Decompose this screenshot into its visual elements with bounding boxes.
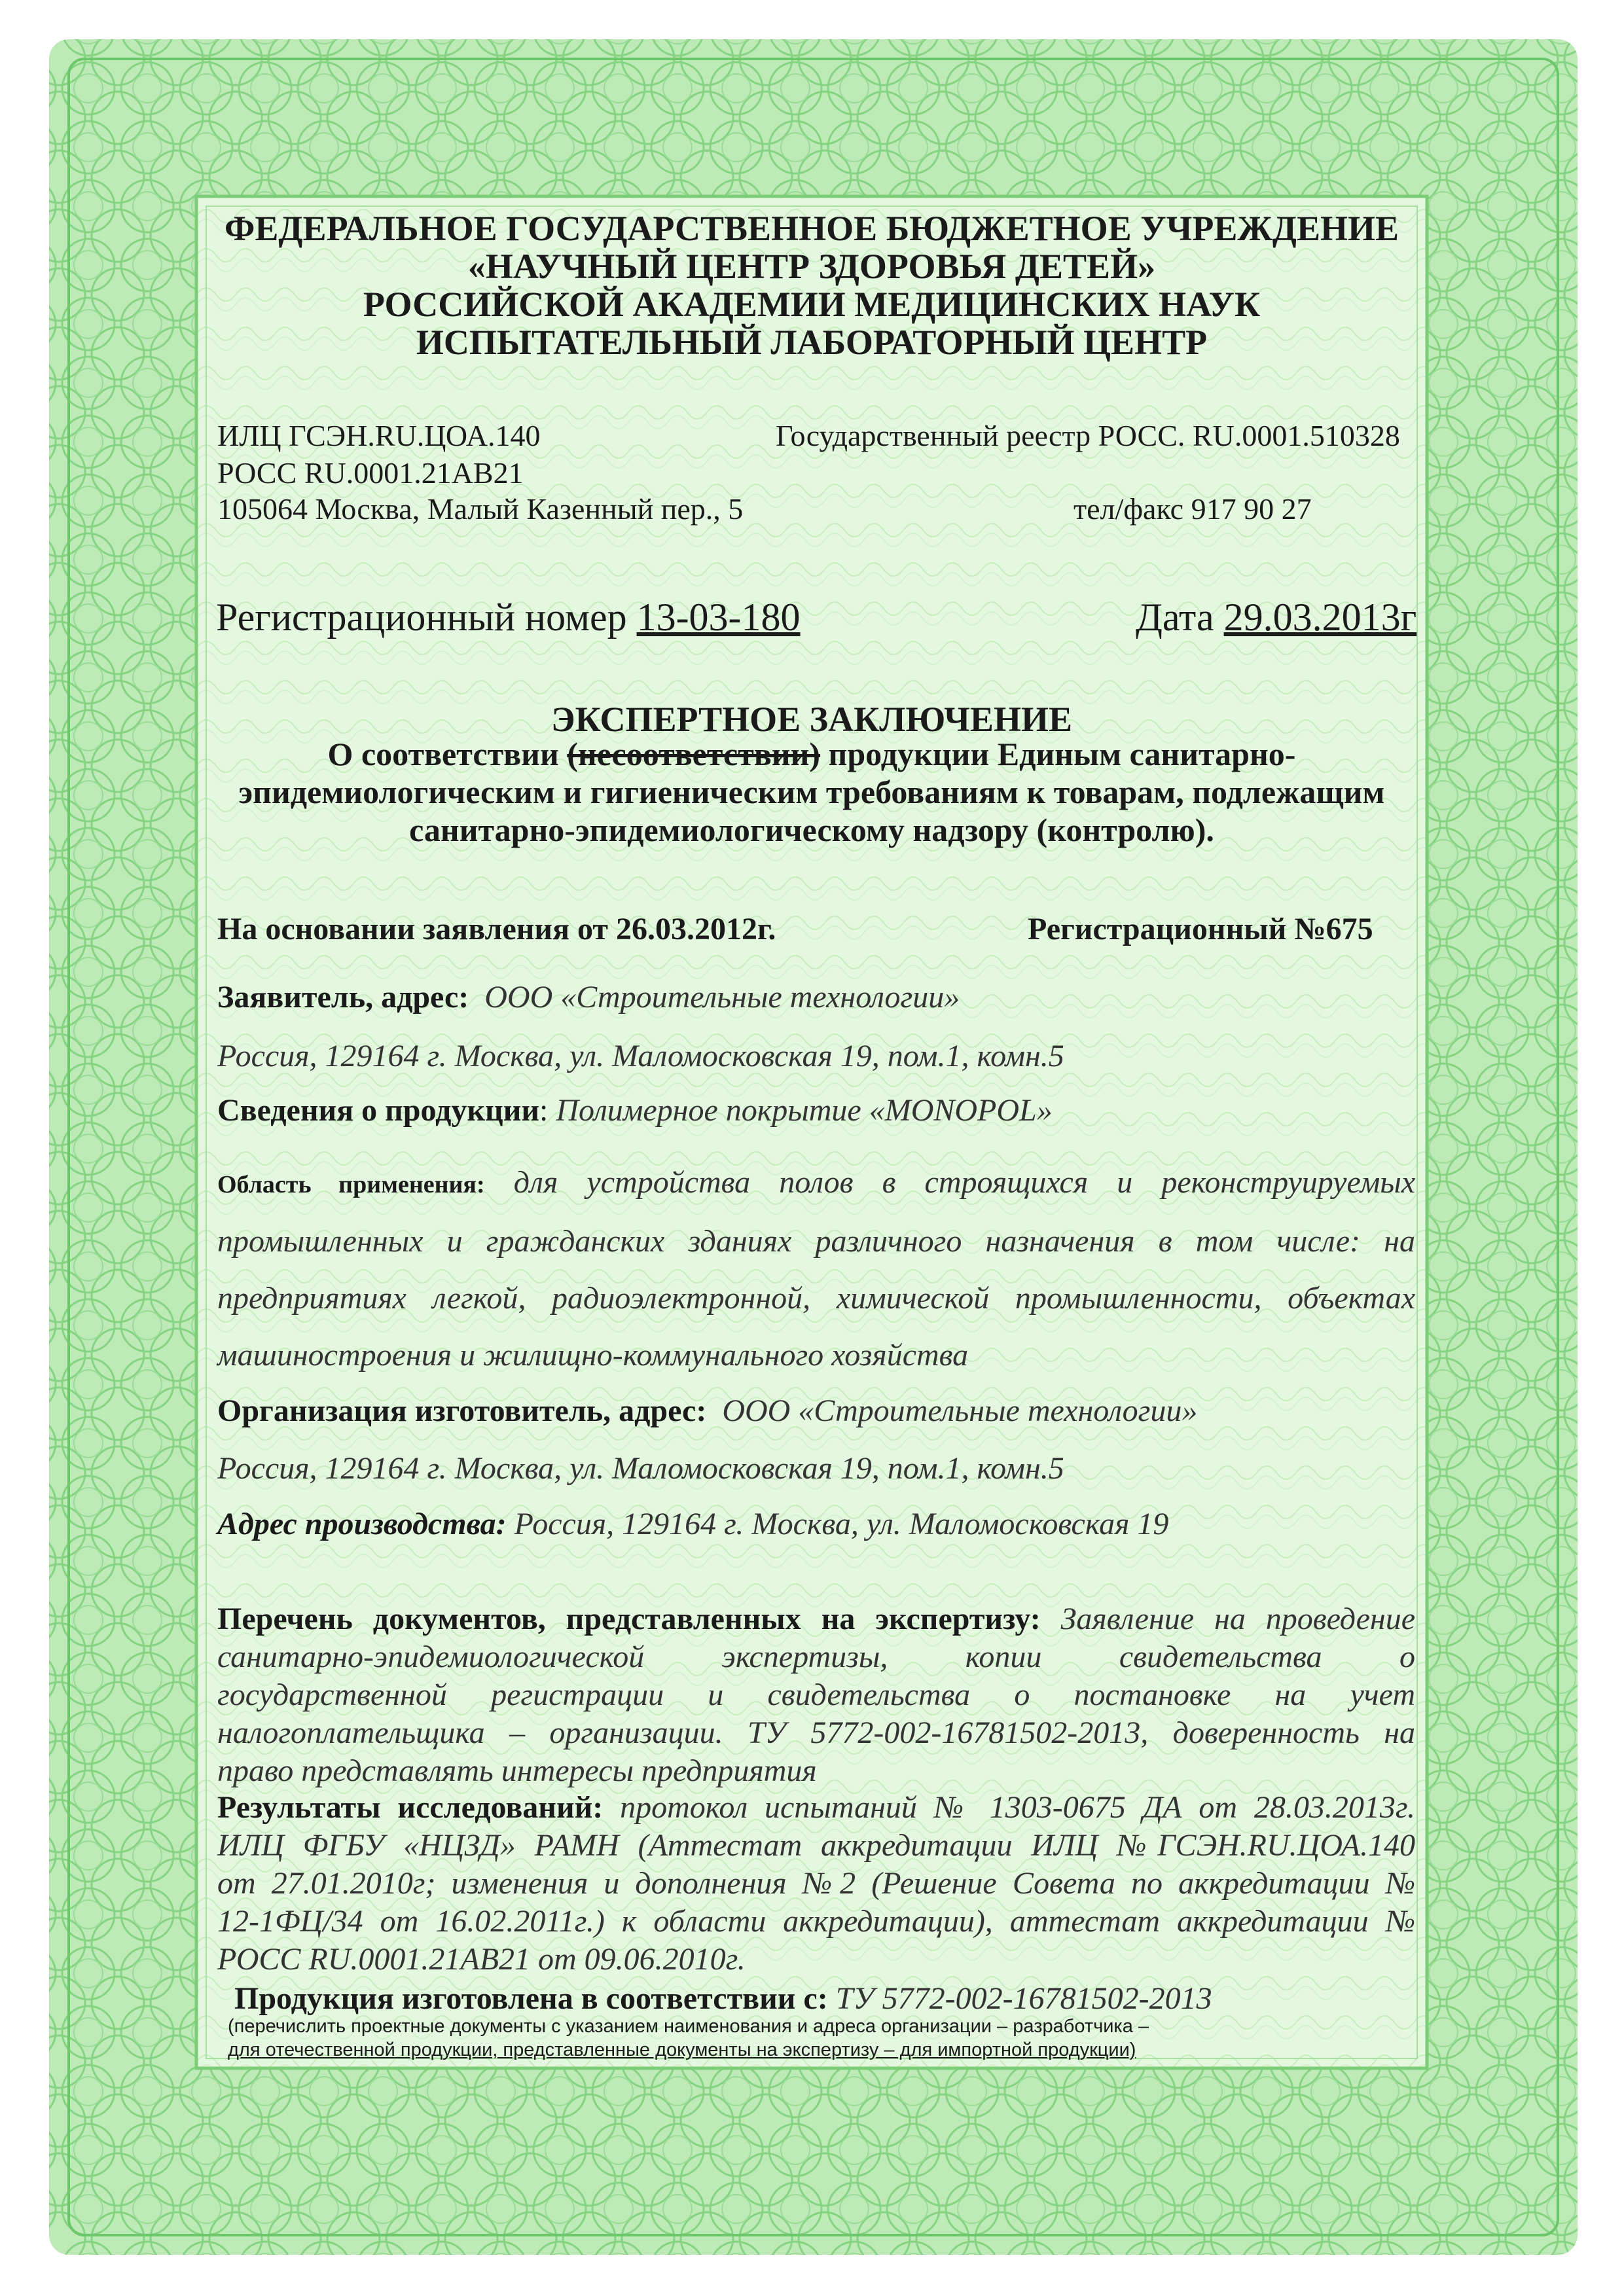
manufacturer-name: ООО «Строительные технологии»: [722, 1393, 1198, 1428]
conclusion-line1-end: продукции Единым санитарно-: [828, 736, 1296, 772]
conclusion-line3: санитарно-эпидемиологическому надзору (контролю).: [409, 812, 1214, 848]
conclusion-struck-text: (несоответствии): [567, 736, 821, 772]
documents-line2: санитарно-эпидемиологической экспертизы, копии свидетельства о: [217, 1640, 1415, 1674]
ross-code: РОСС RU.0001.21АВ21: [217, 456, 524, 490]
production-label: Адрес производства:: [217, 1507, 507, 1541]
org-header-line2: «НАУЧНЫЙ ЦЕНТР ЗДОРОВЬЯ ДЕТЕЙ»: [467, 247, 1156, 286]
applicant: [217, 982, 960, 1013]
applicant-label: Заявитель, адрес:: [217, 980, 469, 1014]
registration-number-label: Регистрационный номер: [216, 596, 627, 639]
results-line5: РОСС RU.0001.21АВ21 от 09.06.2010г.: [217, 1942, 746, 1977]
org-header-line3: РОССИЙСКОЙ АКАДЕМИИ МЕДИЦИНСКИХ НАУК: [363, 285, 1261, 324]
documents-line5: право представлять интересы предприятия: [217, 1753, 817, 1788]
manufacturer-address: Россия, 129164 г. Москва, ул. Маломосковская 19, пом.1, комн.5: [217, 1451, 1064, 1486]
scope-line4: машиностроения и жилищно-коммунального хозяйства: [217, 1338, 969, 1372]
state-register: Государственный реестр РОСС. RU.0001.510328: [776, 419, 1400, 452]
production-address: Россия, 129164 г. Москва, ул. Маломосковская 19: [514, 1507, 1169, 1541]
compliance: [234, 1983, 1212, 2015]
documents-line1: [217, 1604, 1415, 1635]
product-label: Сведения о продукции: [217, 1093, 539, 1128]
conclusion-line1: [216, 738, 1407, 770]
documents-line4: налогоплательщика – организации. ТУ 5772-002-16781502-2013, доверенность на: [217, 1715, 1415, 1750]
applicant-address: Россия, 129164 г. Москва, ул. Маломосковская 19, пом.1, комн.5: [217, 1039, 1064, 1073]
application-basis: На основании заявления от 26.03.2012г.: [217, 912, 776, 946]
documents-label: Перечень документов, представленных на экспертизу:: [217, 1602, 1041, 1636]
results-line1-text: протокол испытаний № 1303-0675 ДА от 28.03.2013г.: [620, 1790, 1415, 1825]
scope-line1-text: для устройства полов в строящихся и реконструируемых: [513, 1165, 1416, 1200]
results-line2: ИЛЦ ФГБУ «НЦЗД» РАМН (Аттестат аккредитации ИЛЦ №ГСЭН.RU.ЦОА.140: [217, 1828, 1415, 1863]
registration-number: [216, 598, 801, 637]
registration-date-label: Дата: [1136, 596, 1214, 639]
registration-number-value: 13-03-180: [636, 596, 801, 639]
scope-line1: [217, 1167, 1415, 1198]
product-name: Полимерное покрытие «MONOPOL»: [556, 1093, 1053, 1128]
results-line1: [217, 1792, 1415, 1823]
results-line3: от 27.01.2010г; изменения и дополнения №2 (Решение Совета по аккредитации №: [217, 1866, 1415, 1901]
org-header-line1: ФЕДЕРАЛЬНОЕ ГОСУДАРСТВЕННОЕ БЮДЖЕТНОЕ УЧРЕЖДЕНИЕ: [225, 209, 1399, 248]
product: [217, 1095, 1053, 1126]
scope-label: Область применения:: [217, 1171, 485, 1198]
applicant-name: ООО «Строительные технологии»: [484, 980, 960, 1014]
conclusion-title: ЭКСПЕРТНОЕ ЗАКЛЮЧЕНИЕ: [551, 700, 1072, 739]
ilc-code: ИЛЦ ГСЭН.RU.ЦОА.140: [217, 419, 541, 452]
registration-date: [1136, 598, 1416, 637]
manufacturer: [217, 1395, 1197, 1427]
documents-line3: государственной регистрации и свидетельства о постановке на учет: [217, 1677, 1415, 1712]
compliance-note1: (перечислить проектные документы с указанием наименования и адреса организации – разработчика –: [228, 2016, 1149, 2037]
compliance-label: Продукция изготовлена в соответствии с:: [234, 1981, 828, 2016]
phone-fax: тел/факс 917 90 27: [1074, 492, 1312, 526]
results-line4: 12-1ФЦ/34 от 16.02.2011г.) к области аккредитации), аттестат аккредитации №: [217, 1904, 1415, 1939]
production: [217, 1509, 1168, 1540]
scope-line2: промышленных и гражданских зданиях различного назначения в том числе: на: [217, 1224, 1415, 1259]
documents-line1-text: Заявление на проведение: [1060, 1602, 1415, 1636]
lab-address: 105064 Москва, Малый Казенный пер., 5: [217, 492, 744, 526]
product-colon: :: [539, 1093, 549, 1128]
compliance-value: ТУ 5772-002-16781502-2013: [835, 1981, 1212, 2016]
manufacturer-label: Организация изготовитель, адрес:: [217, 1393, 707, 1428]
conclusion-line2: эпидемиологическим и гигиеническим требованиям к товарам, подлежащим: [238, 774, 1385, 810]
org-header-line4: ИСПЫТАТЕЛЬНЫЙ ЛАБОРАТОРНЫЙ ЦЕНТР: [416, 323, 1208, 362]
conclusion-line1-start: О соответствии: [327, 736, 559, 772]
registration-date-value: 29.03.2013г: [1223, 596, 1417, 639]
application-reg-no: Регистрационный №675: [1028, 912, 1373, 946]
compliance-note2: для отечественной продукции, представленные документы на экспертизу – для импортной продукции): [228, 2039, 1136, 2060]
results-label: Результаты исследований:: [217, 1790, 604, 1825]
scope-line3: предприятиях легкой, радиоэлектронной, химической промышленности, объектах: [217, 1281, 1415, 1316]
